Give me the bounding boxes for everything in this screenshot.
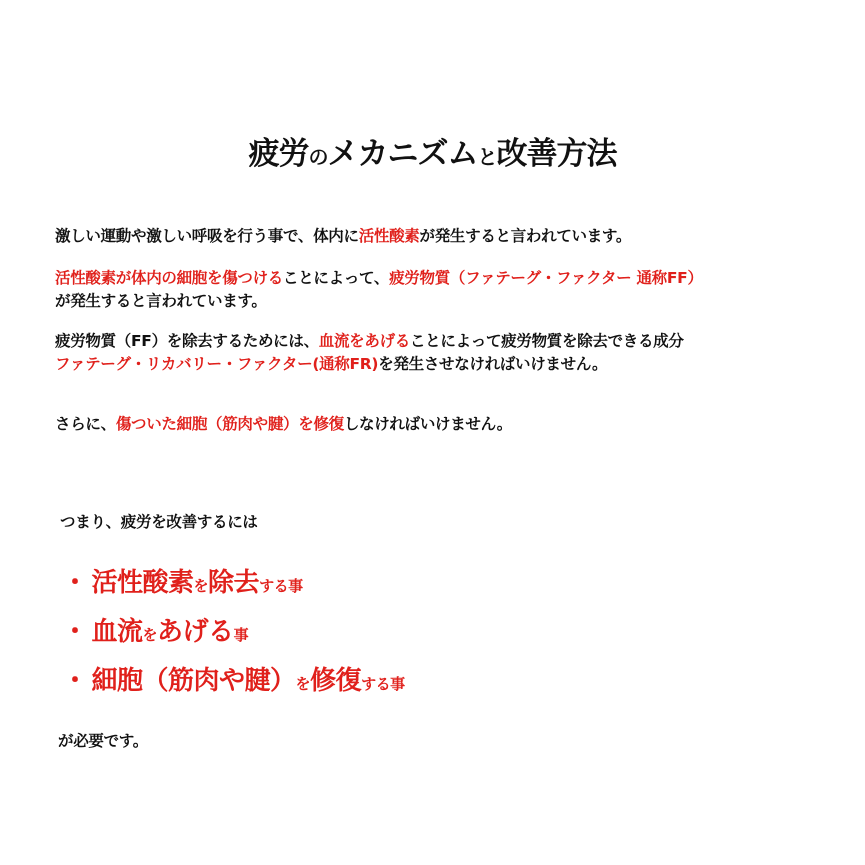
text: 激しい運動や激しい呼吸を行う事で、体内に — [55, 227, 359, 245]
list-suffix: する事 — [259, 577, 303, 595]
text: しなければいけません。 — [343, 415, 512, 433]
list-item — [62, 611, 782, 660]
highlight-text: 傷ついた細胞（筋肉や腱）を修復 — [115, 415, 344, 433]
title-part-fatigue: 疲労 — [248, 136, 309, 172]
paragraph-1 — [55, 225, 845, 248]
list-text: 除去 — [208, 568, 260, 598]
text: ことによって、 — [283, 269, 390, 287]
paragraph-2 — [55, 267, 845, 313]
list-particle: を — [295, 675, 311, 693]
bullet: ・ — [62, 666, 88, 696]
title-particle-no: の — [308, 145, 328, 169]
text: が必要です。 — [58, 732, 148, 750]
text: を発生させなければいけません。 — [378, 355, 608, 373]
paragraph-3 — [55, 330, 845, 376]
list-text: あげる — [157, 617, 234, 647]
list-text: 細胞（筋肉や腱） — [91, 666, 296, 696]
list-suffix: する事 — [361, 675, 405, 693]
text: が発生すると言われています。 — [55, 292, 267, 310]
title-particle-to: と — [477, 145, 497, 169]
highlight-text: ファテーグ・リカバリー・ファクター(通称FR) — [55, 355, 379, 373]
text: が発生すると言われています。 — [419, 227, 632, 245]
text: 疲労物質（FF）を除去するためには、 — [55, 332, 319, 350]
list-text: 血流 — [91, 617, 143, 647]
page-title — [0, 128, 865, 173]
text: つまり、疲労を改善するには — [60, 513, 258, 531]
list-item — [62, 562, 782, 611]
highlight-text: 血流をあげる — [318, 332, 410, 350]
highlight-text: 活性酸素 — [358, 227, 420, 245]
text: ことによって疲労物質を除去できる成分 — [409, 332, 684, 350]
title-part-improvement: 改善方法 — [496, 136, 617, 172]
remedy-list — [62, 562, 782, 709]
list-text: 活性酸素 — [91, 568, 194, 598]
paragraph-4 — [55, 413, 845, 436]
list-particle: を — [193, 577, 209, 595]
list-text: 修復 — [310, 666, 362, 696]
list-particle: を — [142, 626, 158, 644]
paragraph-5 — [60, 511, 850, 534]
paragraph-6 — [58, 730, 848, 753]
title-part-mechanism: メカニズム — [327, 136, 478, 172]
highlight-text: 疲労物質（ファテーグ・ファクター 通称FF） — [389, 269, 703, 287]
list-suffix: 事 — [233, 626, 249, 644]
highlight-text: 活性酸素が体内の細胞を傷つける — [55, 269, 284, 287]
list-item — [62, 660, 782, 709]
text: さらに、 — [55, 415, 116, 433]
bullet: ・ — [62, 617, 88, 647]
bullet: ・ — [62, 568, 88, 598]
